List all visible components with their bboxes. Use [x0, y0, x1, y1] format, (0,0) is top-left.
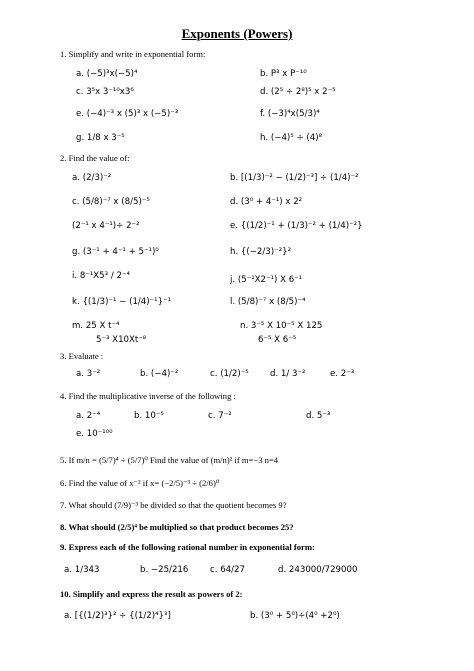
q1-a: a. (−5)³x(−5)⁴ [76, 69, 138, 79]
q4-d: d. 5⁻³ [306, 411, 331, 421]
q10-a: a. [{(1/2)³}² ÷ {(1/2)⁴}³] [64, 611, 171, 621]
q2-n-numerator: n. 3⁻⁵ X 10⁻⁵ X 125 [240, 321, 323, 331]
q1-c: c. 3⁵x 3⁻¹⁰x3⁶ [76, 87, 134, 97]
q2-j: j. (5⁻¹X2⁻¹) X 6⁻¹ [230, 275, 303, 285]
q2-m-numerator: m. 25 X t⁻⁴ [72, 321, 120, 331]
q9-a: a. 1/343 [64, 565, 100, 575]
q2-l: l. (5/8)⁻⁷ x (8/5)⁻⁴ [230, 297, 306, 307]
q2-m-denominator: 5⁻³ X10Xt⁻⁸ [96, 335, 147, 345]
q8: 8. What should (2/5)⁴ be multiplied so that product becomes 25? [60, 522, 294, 532]
q2-k: k. {(1/3)⁻¹ − (1/4)⁻¹}⁻¹ [72, 297, 172, 307]
q5: 5. If m/n = (5/7)⁴ ÷ (5/7)⁰ Find the value of (m/n)² if m=−3 n=4 [60, 455, 279, 465]
q2-a: a. (2/3)⁻² [72, 173, 112, 183]
q10-b: b. (3⁰ + 5⁰)÷(4⁰ +2⁰) [250, 611, 340, 621]
q3-e: e. 2⁻³ [330, 369, 355, 379]
q2-n-denominator: 6⁻⁵ X 6⁻⁵ [258, 335, 297, 345]
q2-h: h. {(−2/3)⁻²}² [230, 247, 292, 257]
q1-h: h. (−4)⁵ ÷ (4)⁸ [260, 133, 323, 143]
q9-b: b. −25/216 [140, 565, 189, 575]
q7: 7. What should (7/9)⁻³ be divided so that the quotient becomes 9? [60, 500, 287, 510]
q9-d: d. 243000/729000 [278, 565, 358, 575]
q10-heading: 10. Simplify and express the result as powers of 2: [60, 589, 243, 599]
q3-a: a. 3⁻² [76, 369, 101, 379]
q3-d: d. 1/ 3⁻² [270, 369, 306, 379]
q2-f: e. {(1/2)⁻¹ + (1/3)⁻² + (1/4)⁻²} [230, 221, 363, 231]
q2-heading: 2. Find the value of: [60, 153, 130, 163]
q3-c: c. (1/2)⁻⁵ [210, 369, 249, 379]
q4-b: b. 10⁻⁵ [134, 411, 164, 421]
q1-d: d. (2⁵ ÷ 2⁸)⁵ x 2⁻⁵ [260, 87, 336, 97]
page-title: Exponents (Powers) [181, 26, 293, 41]
q4-c: c. 7⁻² [208, 411, 232, 421]
q4-a: a. 2⁻⁴ [76, 411, 101, 421]
q3-b: b. (−4)⁻² [140, 369, 179, 379]
q4-e: e. 10⁻¹⁰⁰ [76, 429, 113, 439]
q1-b: b. P³ x P⁻¹⁰ [260, 69, 307, 79]
q2-c: c. (5/8)⁻⁷ x (8/5)⁻⁵ [72, 197, 150, 207]
q4-heading: 4. Find the multiplicative inverse of the following : [60, 391, 236, 401]
q1-f: f. (−3)⁴x(5/3)⁴ [260, 109, 320, 119]
q2-d: d. (3⁰ + 4⁻¹) x 2² [230, 197, 303, 207]
q3-heading: 3. Evaluate : [60, 351, 104, 361]
q2-b: b. [(1/3)⁻² − (1/2)⁻³] ÷ (1/4)⁻² [230, 173, 359, 183]
q9-c: c. 64/27 [210, 565, 245, 575]
q6: 6. Find the value of x⁻² if x= (−2/5)⁻³ ÷ (2/6)⁰ [60, 478, 220, 488]
q2-i: i. 8⁻¹X5³ / 2⁻⁴ [72, 271, 130, 281]
q1-heading: 1. Simplify and write in exponential form: [60, 49, 206, 59]
q2-e: (2⁻¹ x 4⁻¹)÷ 2⁻² [72, 221, 140, 231]
q2-g: g. (3⁻¹ + 4⁻¹ + 5⁻¹)⁰ [72, 247, 159, 257]
q1-e: e. (−4)⁻³ x (5)³ x (−5)⁻³ [76, 109, 179, 119]
q1-g: g. 1/8 x 3⁻⁵ [76, 133, 125, 143]
q9-heading: 9. Express each of the following rational number in exponential form: [60, 542, 315, 552]
